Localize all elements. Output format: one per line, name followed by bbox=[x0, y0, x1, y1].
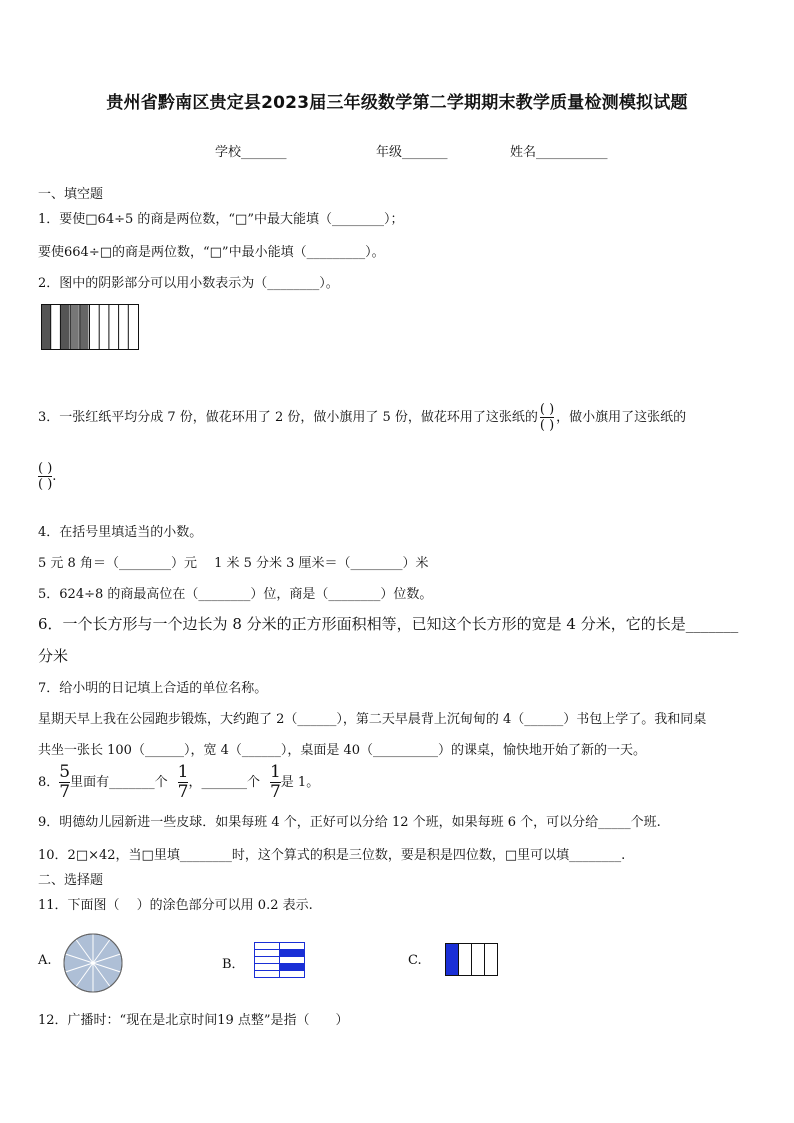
question-1b: 要使664÷□的商是两位数，“□”中最小能填（_________）。 bbox=[38, 245, 385, 260]
question-8-fraction-2 bbox=[178, 764, 189, 801]
page-title: 贵州省黔南区贵定县2023届三年级数学第二学期期末教学质量检测模拟试题 bbox=[106, 93, 688, 113]
question-7b: 共坐一张长 100（______），宽 4（______），桌面是 40（__________）的课桌，愉快地开始了新的一天。 bbox=[38, 743, 647, 758]
question-3-text-b: ，做小旗用了这张纸的 bbox=[556, 410, 687, 425]
fraction-denominator: 7 bbox=[59, 782, 71, 802]
question-9: 9．明德幼儿园新进一些皮球．如果每班 4 个，正好可以分给 12 个班，如果每班 6 个，可以分给_____个班. bbox=[38, 815, 661, 830]
question-5: 5．624÷8 的商最高位在（________）位，商是（________）位数。 bbox=[38, 587, 433, 602]
fraction-numerator: 1 bbox=[269, 762, 281, 782]
section-choice-heading: 二、选择题 bbox=[38, 873, 104, 888]
question-8-fraction-3 bbox=[270, 764, 281, 801]
fraction-numerator: ( ) bbox=[38, 461, 53, 476]
option-c-rect bbox=[445, 943, 499, 977]
option-a-circle bbox=[62, 932, 124, 994]
question-8-mid-1: 里面有_______个 bbox=[70, 775, 168, 790]
question-3-cont bbox=[38, 462, 56, 491]
fraction-denominator: ( ) bbox=[38, 477, 53, 492]
fraction-denominator: ( ) bbox=[539, 418, 555, 433]
question-6a: 6．一个长方形与一个边长为 8 分米的正方形面积相等，已知这个长方形的宽是 4 分米，它的长是_______ bbox=[38, 615, 739, 633]
option-c-figure bbox=[445, 943, 499, 981]
option-c-label: C. bbox=[408, 953, 422, 968]
question-6b: 分米 bbox=[38, 647, 69, 665]
question-1a: 1．要使□64÷5 的商是两位数，“□”中最大能填（________）； bbox=[38, 212, 404, 227]
question-2: 2．图中的阴影部分可以用小数表示为（________）。 bbox=[38, 276, 339, 291]
option-a-figure bbox=[62, 932, 124, 998]
section-fill-heading: 一、填空题 bbox=[38, 187, 104, 202]
shaded-strip-figure bbox=[41, 304, 141, 350]
question-7a: 星期天早上我在公园跑步锻炼，大约跑了 2（______），第二天早晨背上沉甸甸的 4（______）书包上学了。我和同桌 bbox=[38, 712, 707, 727]
question-8 bbox=[38, 764, 319, 801]
question-3-fraction-2 bbox=[38, 462, 52, 491]
fraction-denominator: 7 bbox=[177, 782, 189, 802]
school-field: 学校_______ bbox=[215, 145, 287, 160]
question-8-mid-2: ，_______个 bbox=[188, 775, 260, 790]
option-b-figure bbox=[254, 942, 306, 982]
question-3-fraction-1 bbox=[540, 403, 554, 432]
grade-field: 年级_______ bbox=[376, 145, 448, 160]
fraction-numerator: 5 bbox=[59, 762, 71, 782]
question-4-line: 5 元 8 角＝（________）元 1 米 5 分米 3 厘米＝（________）米 bbox=[38, 556, 429, 571]
question-12: 12．广播时：“现在是北京时间19 点整”是指（ ） bbox=[38, 1013, 349, 1028]
fraction-numerator: ( ) bbox=[539, 402, 555, 417]
question-2-figure bbox=[41, 304, 141, 354]
fraction-denominator: 7 bbox=[269, 782, 281, 802]
question-3-text-a: 3．一张红纸平均分成 7 份，做花环用了 2 份，做小旗用了 5 份，做花环用了这张纸的 bbox=[38, 410, 538, 425]
option-a-label: A. bbox=[38, 953, 52, 968]
question-3-end: . bbox=[52, 469, 57, 484]
question-8-prefix: 8． bbox=[38, 775, 60, 790]
name-field: 姓名___________ bbox=[510, 145, 608, 160]
question-7: 7．给小明的日记填上合适的单位名称。 bbox=[38, 681, 268, 696]
option-b-label: B． bbox=[222, 957, 245, 972]
question-11: 11．下面图（ ）的涂色部分可以用 0.2 表示. bbox=[38, 898, 313, 913]
question-8-end: 是 1。 bbox=[280, 775, 320, 790]
question-10: 10．2□×42，当□里填________时，这个算式的积是三位数，要是积是四位数，□里可以填________. bbox=[38, 848, 626, 863]
fraction-numerator: 1 bbox=[177, 762, 189, 782]
question-3 bbox=[38, 403, 686, 432]
question-4: 4．在括号里填适当的小数。 bbox=[38, 525, 203, 540]
option-b-grid bbox=[254, 942, 306, 978]
question-8-fraction-1 bbox=[59, 764, 70, 801]
